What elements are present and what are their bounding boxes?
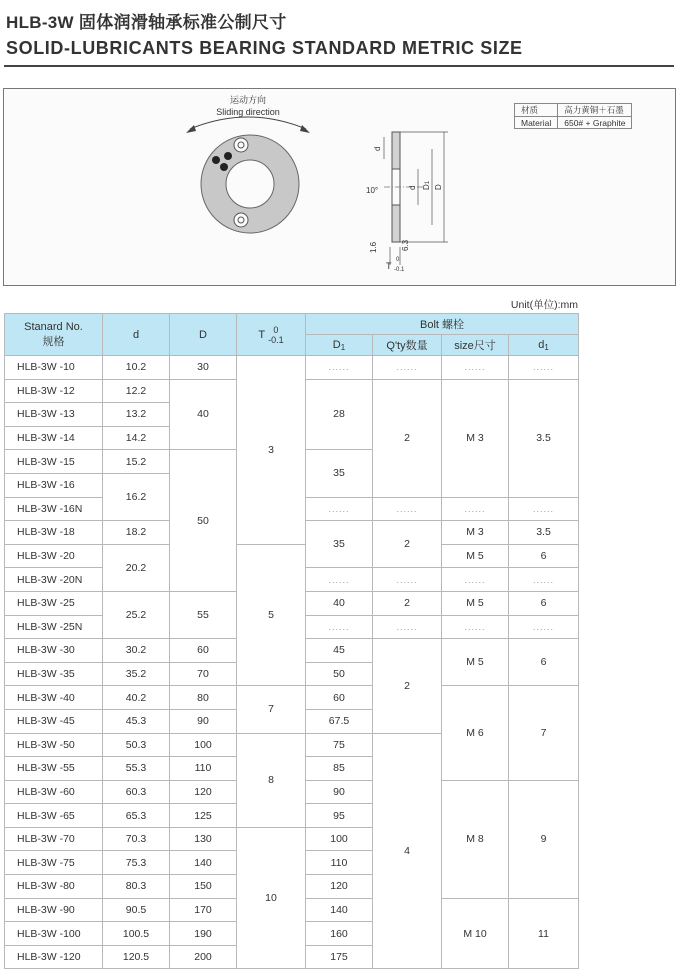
table-row: HLB-3W -16 16.2 <box>5 473 579 497</box>
table-row: HLB-3W -25N ...... ...... ...... ...... <box>5 615 579 639</box>
dim-label-D1: D1 <box>422 180 431 190</box>
table-row: HLB-3W -30 30.2 60 45 2 M 5 6 <box>5 639 579 663</box>
header-bolt: Bolt 螺栓 <box>306 314 579 335</box>
header-d1: d1 <box>509 335 579 356</box>
table-row: HLB-3W -18 18.2 35 2 M 3 3.5 <box>5 521 579 545</box>
table-row: HLB-3W -13 13.2 <box>5 403 579 427</box>
graphite-plug <box>224 152 232 160</box>
motion-label-en: Sliding direction <box>216 107 280 117</box>
bolt-hole-top <box>234 138 248 152</box>
header-T: T 0 -0.1 <box>237 314 306 356</box>
table-row: HLB-3W -70 70.3 130 10 100 <box>5 827 579 851</box>
table-row: HLB-3W -40 40.2 80 7 60 M 6 7 <box>5 686 579 710</box>
thickness-label: T <box>386 261 392 271</box>
header-d: d <box>103 314 170 356</box>
table-row: HLB-3W -16N ...... ...... ...... ...... <box>5 497 579 521</box>
header-D: D <box>170 314 237 356</box>
table-row: HLB-3W -14 14.2 <box>5 426 579 450</box>
title-chinese: HLB-3W 固体润滑轴承标准公制尺寸 <box>6 13 287 32</box>
table-row: HLB-3W -35 35.2 70 50 <box>5 662 579 686</box>
arrow-right-icon <box>300 125 310 133</box>
unit-label: Unit(单位):mm <box>510 299 578 311</box>
title-underline <box>4 65 674 67</box>
technical-drawing-panel <box>3 88 676 286</box>
dim-label-D: D <box>434 184 443 190</box>
graphite-plug <box>220 163 228 171</box>
roughness-label: 6.3 <box>401 239 410 251</box>
table-row: HLB-3W -55 55.3 110 85 <box>5 757 579 781</box>
table-row: HLB-3W -60 60.3 120 90 M 8 9 <box>5 780 579 804</box>
table-row: HLB-3W -12 12.2 40 28 2 M 3 3.5 <box>5 379 579 403</box>
table-row: HLB-3W -100 100.5 190 160 <box>5 922 579 946</box>
bolt-hole-bottom <box>234 213 248 227</box>
table-row: HLB-3W -25 25.2 55 40 2 M 5 6 <box>5 591 579 615</box>
svg-text:0: 0 <box>396 257 400 263</box>
table-row: HLB-3W -75 75.3 140 110 <box>5 851 579 875</box>
title-english: SOLID-LUBRICANTS BEARING STANDARD METRIC SIZE <box>6 38 523 58</box>
table-row: HLB-3W -20 20.2 5 M 5 6 <box>5 544 579 568</box>
size-table <box>4 313 579 969</box>
motion-label-cn: 运动方向 <box>229 95 267 105</box>
header-standard-no: Stanard No. 规格 <box>5 314 103 356</box>
table-row: HLB-3W -50 50.3 100 8 75 4 <box>5 733 579 757</box>
table-row: HLB-3W -20N ...... ...... ...... ...... <box>5 568 579 592</box>
dim-label-d-tip: d <box>373 146 382 151</box>
table-row: HLB-3W -45 45.3 90 67.5 <box>5 709 579 733</box>
dim-label-d: d <box>408 185 417 190</box>
material-table: 材质 高力黄铜＋石墨 Material 650# + Graphite <box>514 103 632 129</box>
angle-label: 10° <box>366 186 379 195</box>
table-row: HLB-3W -65 65.3 125 95 <box>5 804 579 828</box>
header-qty: Q'ty数量 <box>373 335 442 356</box>
chamfer-label: 1.6 <box>369 241 378 253</box>
table-row: HLB-3W -120 120.5 200 175 <box>5 945 579 969</box>
header-size: size尺寸 <box>442 335 509 356</box>
table-row: HLB-3W -90 90.5 170 140 M 10 11 <box>5 898 579 922</box>
table-row: HLB-3W -80 80.3 150 120 <box>5 875 579 899</box>
washer-bore <box>226 160 274 208</box>
svg-text:-0.1: -0.1 <box>394 267 405 273</box>
header-D1: D1 <box>306 335 373 356</box>
table-row: HLB-3W -15 15.2 50 35 <box>5 450 579 474</box>
table-row: HLB-3W -10 10.2 30 3 ...... ...... ...... ...... <box>5 356 579 380</box>
sliding-direction-arc <box>190 117 306 129</box>
arrow-left-icon <box>186 125 196 133</box>
graphite-plug <box>212 156 220 164</box>
